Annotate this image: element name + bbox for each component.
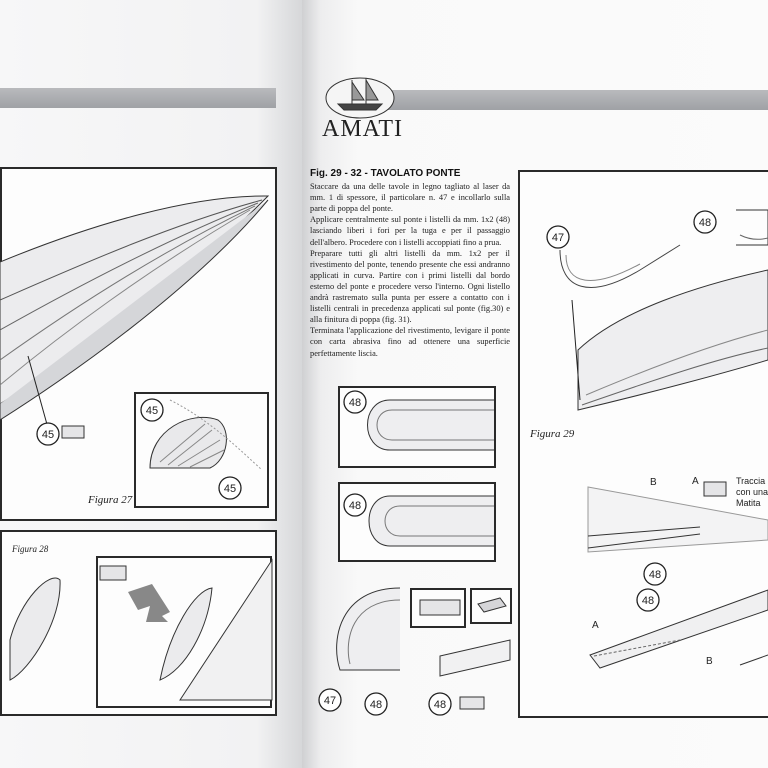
glue-tube-icon xyxy=(62,426,84,438)
caption-fig29: Figura 29 xyxy=(530,428,575,440)
label-45-b: 45 xyxy=(145,405,159,417)
label-48-f: 48 xyxy=(369,699,383,711)
point-b-bottom: B xyxy=(706,656,713,667)
label-47-b: 47 xyxy=(323,695,337,707)
label-48-a: 48 xyxy=(698,217,712,229)
paragraph-2: Applicare centralmente sul ponte i listelli da mm. 1x2 (48) lasciando liberi i fori per la tuga e per il passaggio dell'albero. Procedere con i listelli accoppiati fino a prua. xyxy=(310,215,510,247)
ship-logo-icon xyxy=(326,78,394,118)
section-title: Fig. 29 - 32 - TAVOLATO PONTE xyxy=(310,168,461,179)
brand-name: AMATI xyxy=(322,116,403,142)
caption-fig28: Figura 28 xyxy=(12,544,49,554)
caption-fig27: Figura 27 xyxy=(88,494,133,506)
side-note-line-1: Traccia xyxy=(736,476,766,486)
paragraph-4: Terminata l'applicazione del rivestimento, levigare il ponte con carta abrasiva fino ad ottenere una superficie perfettamente liscia. xyxy=(310,326,510,358)
glue-tube-icon-3 xyxy=(100,566,126,580)
planking-drawings-30 xyxy=(337,400,510,676)
label-48-c: 48 xyxy=(641,595,655,607)
label-48-b: 48 xyxy=(648,569,662,581)
point-a-bottom: A xyxy=(592,620,599,631)
arrow-icon xyxy=(128,584,170,622)
label-48-g: 48 xyxy=(433,699,447,711)
side-note xyxy=(736,476,768,509)
label-45-c: 45 xyxy=(223,483,237,495)
point-b-top: B xyxy=(650,477,657,488)
side-note-line-2: con una xyxy=(736,487,768,497)
detail-drawing-27 xyxy=(150,400,262,470)
pencil-icon xyxy=(704,482,726,496)
deck-drawing-29 xyxy=(560,210,768,668)
paragraph-1: Staccare da una delle tavole in legno tagliato al laser da mm. 1 di spessore, il particolare n. 47 e incollarlo sulla parte di poppa del ponte. xyxy=(310,182,510,214)
label-47-a: 47 xyxy=(551,232,565,244)
side-note-line-3: Matita xyxy=(736,498,761,508)
rudder-drawing-28 xyxy=(10,560,272,700)
instruction-text xyxy=(310,168,510,359)
point-a-top: A xyxy=(692,476,699,487)
paragraph-3: Preparare tutti gli altri listelli da mm. 1x2 per il rivestimento del ponte, tenendo presente che essi andranno applicati in curva. Partire con i primi listelli dal bordo esterno del ponte e procedere verso l'interno. Ogni listello andrà rastremato sulla punta per essere a contatto con i listelli centrali in precedenza applicati sul ponte (fig.30) e alla finitura di poppa (fig. 31). xyxy=(310,248,510,325)
label-48-e: 48 xyxy=(348,500,362,512)
label-45-a: 45 xyxy=(41,429,55,441)
hull-drawing-27 xyxy=(0,196,268,428)
label-48-d: 48 xyxy=(348,397,362,409)
glue-tube-icon-2 xyxy=(460,697,484,709)
